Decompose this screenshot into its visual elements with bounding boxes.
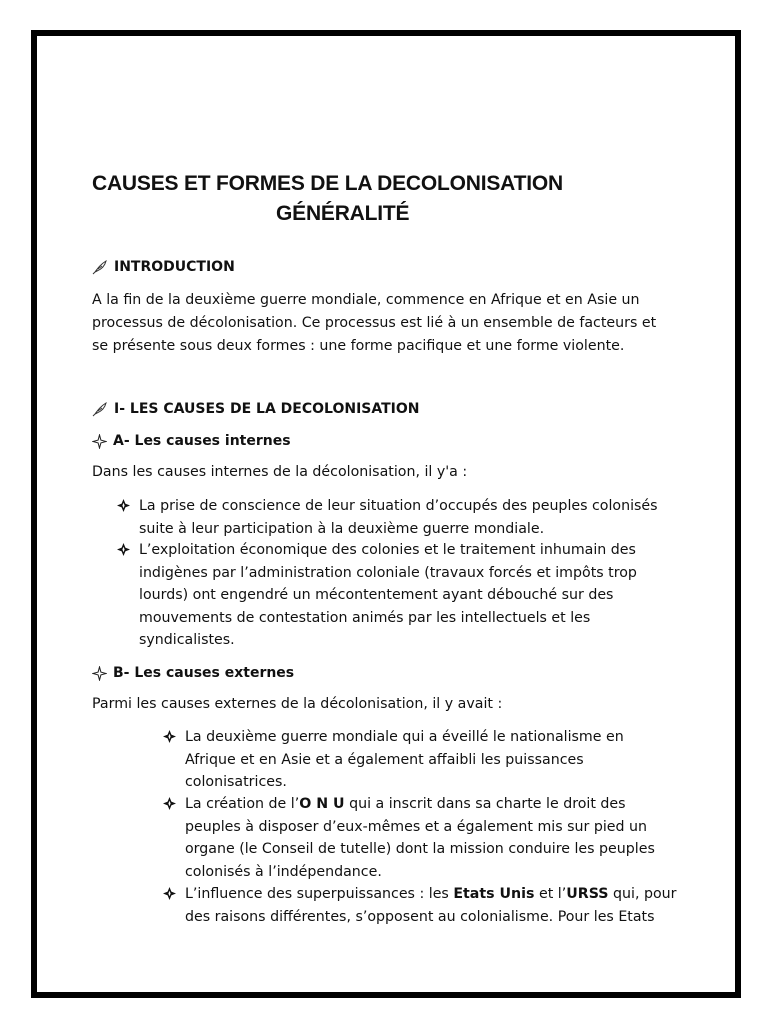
diamond-bullet-icon	[163, 887, 176, 900]
bullet-line: La prise de conscience de leur situation d’occupés des peuples colonisés	[139, 498, 658, 514]
bullet-line: des raisons différentes, s’opposent au colonialisme. Pour les Etats	[185, 908, 655, 925]
diamond-bullet-icon	[117, 499, 130, 512]
bullet-text: La création de l’	[185, 796, 300, 812]
bullet-line: lourds) ont engendré un mécontentement ayant débouché sur des	[139, 587, 614, 603]
bullet-line: mouvements de contestation animés par les intellectuels et les	[139, 609, 591, 626]
bullet-line: indigènes par l’administration coloniale (travaux forcés et impôts trop	[139, 564, 637, 581]
bullet-line: Afrique et en Asie et a également affaibli les puissances	[185, 751, 584, 768]
section-heading-label: I- LES CAUSES DE LA DECOLONISATION	[114, 401, 420, 417]
subsection-heading	[92, 433, 291, 449]
paragraph-line: A la fin de la deuxième guerre mondiale, commence en Afrique et en Asie un	[92, 292, 640, 308]
bullet-line: La deuxième guerre mondiale qui a éveillé le nationalisme en	[185, 729, 624, 745]
bullet-line: L’exploitation économique des colonies et le traitement inhumain des	[139, 542, 636, 558]
bullet-text-bold: O N U	[299, 796, 345, 812]
bullet-line: colonisés à l’indépendance.	[185, 863, 382, 880]
star-bullet-icon	[92, 434, 107, 449]
subsection-intro	[92, 461, 682, 484]
bullet-text-bold: URSS	[566, 886, 609, 902]
diamond-bullet-icon	[163, 730, 176, 743]
paragraph-line: processus de décolonisation. Ce processus est lié à un ensemble de facteurs et	[92, 315, 657, 331]
introduction-heading	[92, 259, 235, 275]
bullet-line: organe (le Conseil de tutelle) dont la mission conduire les peuples	[185, 841, 655, 857]
bullet-line: colonisatrices.	[185, 774, 287, 790]
subsection-heading	[92, 665, 294, 681]
document-subtitle: GÉNÉRALITÉ	[276, 202, 410, 225]
bullet-text: qui a inscrit dans sa charte le droit des	[344, 796, 626, 812]
quill-pen-icon	[92, 259, 108, 275]
bullet-text: et l’	[534, 886, 567, 902]
bullet-line: syndicalistes.	[139, 632, 235, 648]
document-title: CAUSES ET FORMES DE LA DECOLONISATION	[92, 172, 563, 195]
diamond-bullet-icon	[117, 543, 130, 556]
introduction-heading-label: INTRODUCTION	[114, 259, 235, 275]
introduction-paragraph	[92, 289, 682, 358]
bullet-text: qui, pour	[608, 886, 677, 902]
bullet-line: suite à leur participation à la deuxième guerre mondiale.	[139, 520, 545, 537]
section-heading	[92, 401, 420, 417]
paragraph-line: Dans les causes internes de la décolonisation, il y'a :	[92, 464, 468, 480]
bullet-line	[185, 883, 676, 906]
bullet-line: peuples à disposer d’eux-mêmes et a également mis sur pied un	[185, 818, 648, 835]
bullet-text-bold: Etats Unis	[453, 886, 535, 902]
bullet-text: L’influence des superpuissances : les	[185, 886, 454, 902]
subsection-heading-label: A- Les causes internes	[113, 433, 291, 449]
paragraph-line: se présente sous deux formes : une forme pacifique et une forme violente.	[92, 338, 625, 354]
bullet-line	[185, 793, 655, 816]
diamond-bullet-icon	[163, 797, 176, 810]
subsection-intro	[92, 693, 682, 716]
subsection-heading-label: B- Les causes externes	[113, 665, 295, 681]
quill-pen-icon	[92, 401, 108, 417]
star-bullet-icon	[92, 666, 107, 681]
paragraph-line: Parmi les causes externes de la décolonisation, il y avait :	[92, 696, 503, 712]
